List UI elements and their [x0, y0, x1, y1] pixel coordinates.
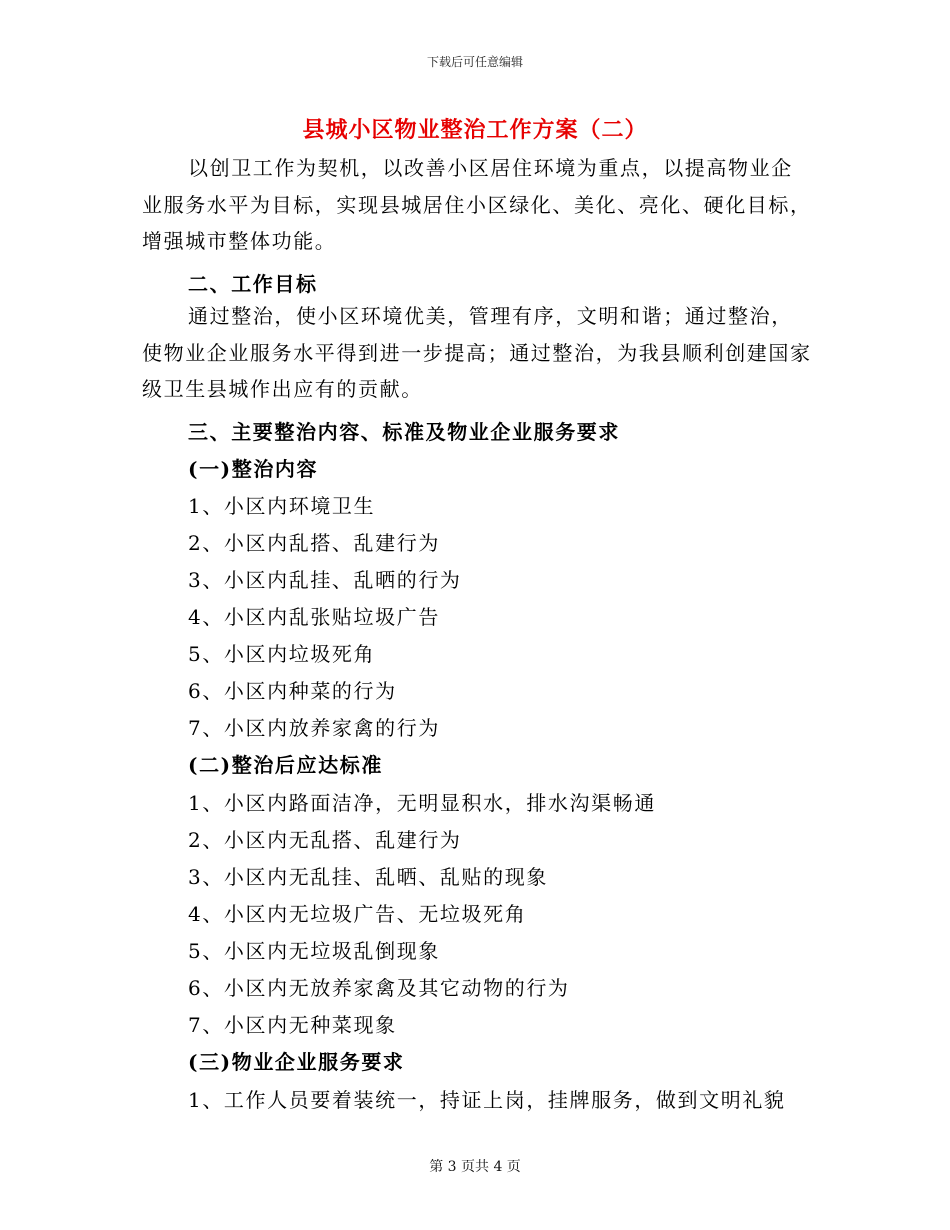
list-item: 6、小区内种菜的行为 — [188, 679, 397, 703]
list-item: 6、小区内无放养家禽及其它动物的行为 — [188, 976, 570, 1000]
list-item: 1、小区内环境卫生 — [188, 494, 376, 518]
section3-heading: 三、主要整治内容、标准及物业企业服务要求 — [188, 420, 620, 444]
list-item: 5、小区内无垃圾乱倒现象 — [188, 939, 440, 963]
list-item: 7、小区内无种菜现象 — [188, 1013, 397, 1037]
document-title: 县城小区物业整治工作方案（二） — [302, 117, 648, 143]
intro-text: 以创卫工作为契机，以改善小区居住环境为重点，以提高物业企业服务水平为目标，实现县城居住小区绿化、美化、亮化、硬化目标，增强城市整体功能。 — [142, 156, 812, 253]
list-item: 7、小区内放养家禽的行为 — [188, 716, 440, 740]
header-note: 下载后可任意编辑 — [426, 55, 523, 69]
list-item: 4、小区内无垃圾广告、无垃圾死角 — [188, 902, 527, 926]
list-item: 1、小区内路面洁净，无明显积水，排水沟渠畅通 — [188, 791, 656, 815]
list-item: 3、小区内乱挂、乱晒的行为 — [188, 568, 462, 592]
list-item: 2、小区内无乱搭、乱建行为 — [188, 828, 462, 852]
list-item: 4、小区内乱张贴垃圾广告 — [188, 605, 440, 629]
page-footer: 第 3 页共 4 页 — [429, 1159, 521, 1175]
sub2-heading: (二)整治后应达标准 — [188, 753, 383, 777]
list-item: 5、小区内垃圾死角 — [188, 642, 376, 666]
section2-text: 通过整治，使小区环境优美，管理有序，文明和谐；通过整治，使物业企业服务水平得到进一步提高；通过整治，为我县顺利创建国家级卫生县城作出应有的贡献。 — [142, 304, 812, 401]
list-item: 3、小区内无乱挂、乱晒、乱贴的现象 — [188, 865, 548, 889]
section2-heading: 二、工作目标 — [188, 272, 318, 296]
list-item: 1、工作人员要着装统一，持证上岗，挂牌服务，做到文明礼貌 — [188, 1088, 786, 1112]
list-item: 2、小区内乱搭、乱建行为 — [188, 531, 440, 555]
intro-paragraph — [142, 150, 814, 260]
sub3-heading: (三)物业企业服务要求 — [188, 1050, 405, 1074]
sub1-heading: (一)整治内容 — [188, 457, 319, 481]
section2-paragraph — [142, 298, 814, 408]
